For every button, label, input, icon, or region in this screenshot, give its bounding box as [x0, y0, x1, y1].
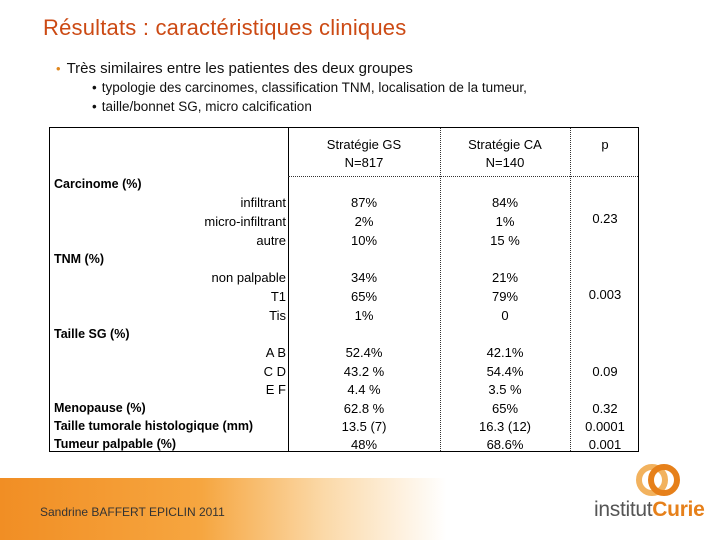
gs-value: 87% — [350, 195, 378, 210]
row-tumeur-palpable-label: Tumeur palpable (%) — [54, 437, 177, 451]
gs-value: 1% — [354, 308, 374, 323]
ca-value: 65% — [491, 401, 519, 416]
gs-value: 52.4% — [345, 345, 383, 360]
bullet-sub-1-text: typologie des carcinomes, classification TNM, localisation de la tumeur, — [101, 80, 527, 95]
ca-value: 15 % — [490, 233, 520, 248]
gs-value: 62.8 % — [343, 401, 385, 416]
footer-author: Sandrine BAFFERT EPICLIN 2011 — [40, 505, 225, 519]
ca-value: 3.5 % — [488, 382, 522, 397]
header-divider — [288, 176, 638, 177]
gs-value: 43.2 % — [343, 364, 385, 379]
row-label: E F — [265, 382, 286, 397]
p-value: 0.23 — [592, 211, 618, 226]
bullet-sub-2 — [92, 99, 312, 114]
section-taille-sg: Taille SG (%) — [54, 327, 130, 341]
section-tnm: TNM (%) — [54, 252, 104, 266]
ca-value: 1% — [495, 214, 515, 229]
header-p: p — [601, 137, 609, 152]
gs-value: 10% — [350, 233, 378, 248]
row-label: autre — [256, 233, 286, 248]
row-label: micro-infiltrant — [204, 214, 286, 229]
header-ca-line1: Stratégie CA — [468, 137, 542, 152]
row-label: A B — [265, 345, 286, 360]
gs-value: 48% — [350, 437, 378, 452]
p-value: 0.0001 — [585, 419, 625, 434]
ca-value: 42.1% — [486, 345, 524, 360]
bullet-dot-icon: • — [92, 99, 97, 114]
header-gs-line1: Stratégie GS — [326, 137, 402, 152]
row-label: T1 — [270, 289, 286, 304]
row-taille-tumorale-label: Taille tumorale histologique (mm) — [54, 419, 254, 433]
ca-value: 16.3 (12) — [478, 419, 532, 434]
row-label: non palpable — [211, 270, 286, 285]
header-ca — [440, 136, 570, 172]
gs-value: 65% — [350, 289, 378, 304]
header-gs — [288, 136, 440, 172]
header-ca-line2: N=140 — [485, 155, 525, 170]
ca-value: 0 — [501, 308, 509, 323]
bullet-sub-2-text: taille/bonnet SG, micro calcification — [101, 99, 312, 114]
clinical-table — [49, 127, 639, 452]
bullet-main — [56, 60, 413, 77]
bullet-main-text: Très similaires entre les patientes des deux groupes — [66, 60, 413, 77]
gs-value: 13.5 (7) — [341, 419, 387, 434]
row-menopause-label: Menopause (%) — [54, 401, 146, 415]
logo-text-institut: institut — [594, 498, 653, 521]
bullet-dot-icon: • — [92, 80, 97, 95]
logo-text-curie: Curie — [652, 498, 705, 521]
p-value: 0.003 — [588, 287, 622, 302]
section-carcinome: Carcinome (%) — [54, 177, 142, 191]
slide-title: Résultats : caractéristiques cliniques — [43, 15, 407, 40]
row-label: infiltrant — [240, 195, 286, 210]
row-label: C D — [263, 364, 286, 379]
gs-value: 2% — [354, 214, 374, 229]
curie-logo-text — [594, 498, 704, 522]
ca-value: 68.6% — [486, 437, 524, 452]
ca-value: 79% — [491, 289, 519, 304]
ca-value: 54.4% — [486, 364, 524, 379]
gs-value: 4.4 % — [347, 382, 381, 397]
gs-value: 34% — [350, 270, 378, 285]
row-label: Tis — [269, 308, 286, 323]
p-value: 0.001 — [588, 437, 622, 452]
bullet-sub-1 — [92, 80, 527, 95]
bullet-dot-icon: • — [56, 61, 61, 76]
header-gs-line2: N=817 — [344, 155, 384, 170]
p-value: 0.09 — [592, 364, 618, 379]
p-value: 0.32 — [592, 401, 618, 416]
ca-value: 84% — [491, 195, 519, 210]
ca-value: 21% — [491, 270, 519, 285]
